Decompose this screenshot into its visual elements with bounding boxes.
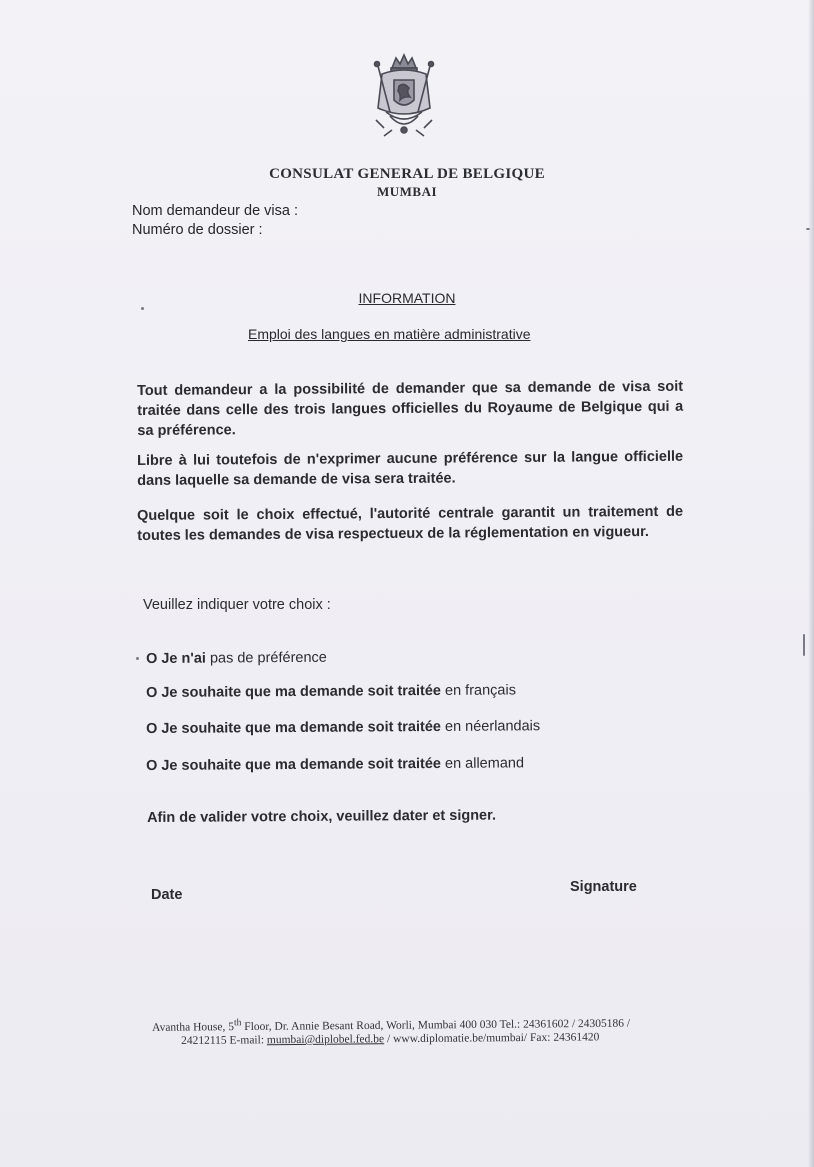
scan-speck [141, 307, 144, 310]
scan-speck [803, 634, 805, 656]
belgian-coat-of-arms-icon [364, 50, 444, 142]
option-rest-text: en néerlandais [444, 718, 541, 735]
paragraph-no-preference: Libre à lui toutefois de n'exprimer aucune préférence sur la langue officielle dans laquelle sa demande de visa sera traitée. [137, 448, 684, 489]
option-bold-text: Je souhaite que ma demande soit traitée [161, 682, 442, 701]
footer-email-link[interactable]: mumbai@diplobel.fed.be [266, 1033, 385, 1047]
consulate-city: MUMBAI [376, 184, 438, 199]
validate-instruction: Afin de valider votre choix, veuillez dater et signer. [147, 807, 497, 826]
option-rest-text: pas de préférence [209, 649, 327, 667]
consulate-name: CONSULAT GENERAL DE BELGIQUE [269, 166, 545, 182]
option-bold-text: Je souhaite que ma demande soit traitée [161, 718, 442, 737]
signature-label: Signature [570, 879, 637, 895]
choice-prompt: Veuillez indiquer votre choix : [143, 597, 331, 613]
option-radio-marker[interactable]: O [146, 684, 158, 701]
option-radio-marker[interactable]: O [146, 720, 158, 737]
option-bold-text: Je souhaite que ma demande soit traitée [161, 755, 442, 774]
option-rest-text: en français [444, 682, 516, 699]
option-radio-marker[interactable]: O [146, 650, 158, 667]
footer-address-sup: th [233, 1017, 242, 1029]
applicant-name-label: Nom demandeur de visa : [132, 203, 299, 219]
option-french[interactable] [146, 682, 516, 701]
option-rest-text: en allemand [444, 755, 525, 772]
scan-speck [806, 228, 810, 230]
information-subheading: Emploi des langues en matière administrative [248, 326, 531, 342]
date-label: Date [151, 887, 183, 903]
footer-address-rest: Floor, Dr. Annie Besant Road, Worli, Mumbai 400 030 Tel.: 24361602 / 24305186 / [241, 1017, 631, 1034]
information-heading: INFORMATION [358, 290, 456, 306]
paragraph-guarantee: Quelque soit le choix effectué, l'autorité centrale garantit un traitement de toutes les demandes de visa respectueux de la réglementation en vigueur. [137, 503, 684, 544]
footer-address-prefix: Avantha House, 5 [152, 1021, 235, 1034]
footer-contact-prefix: 24212115 E-mail: [181, 1034, 267, 1047]
option-radio-marker[interactable]: O [146, 757, 158, 774]
option-dutch[interactable] [146, 718, 540, 737]
paragraph-language-right: Tout demandeur a la possibilité de demander que sa demande de visa soit traitée dans celle des trois langues officielles du Royaume de Belgique qui a sa préférence. [137, 378, 684, 439]
option-bold-text: Je n'ai [161, 650, 206, 667]
scan-speck [136, 657, 139, 660]
file-number-label: Numéro de dossier : [132, 222, 263, 238]
option-no-preference[interactable] [146, 650, 327, 667]
option-german[interactable] [146, 755, 524, 774]
footer-contact-rest: / www.diplomatie.be/mumbai/ Fax: 24361420 [384, 1031, 600, 1046]
